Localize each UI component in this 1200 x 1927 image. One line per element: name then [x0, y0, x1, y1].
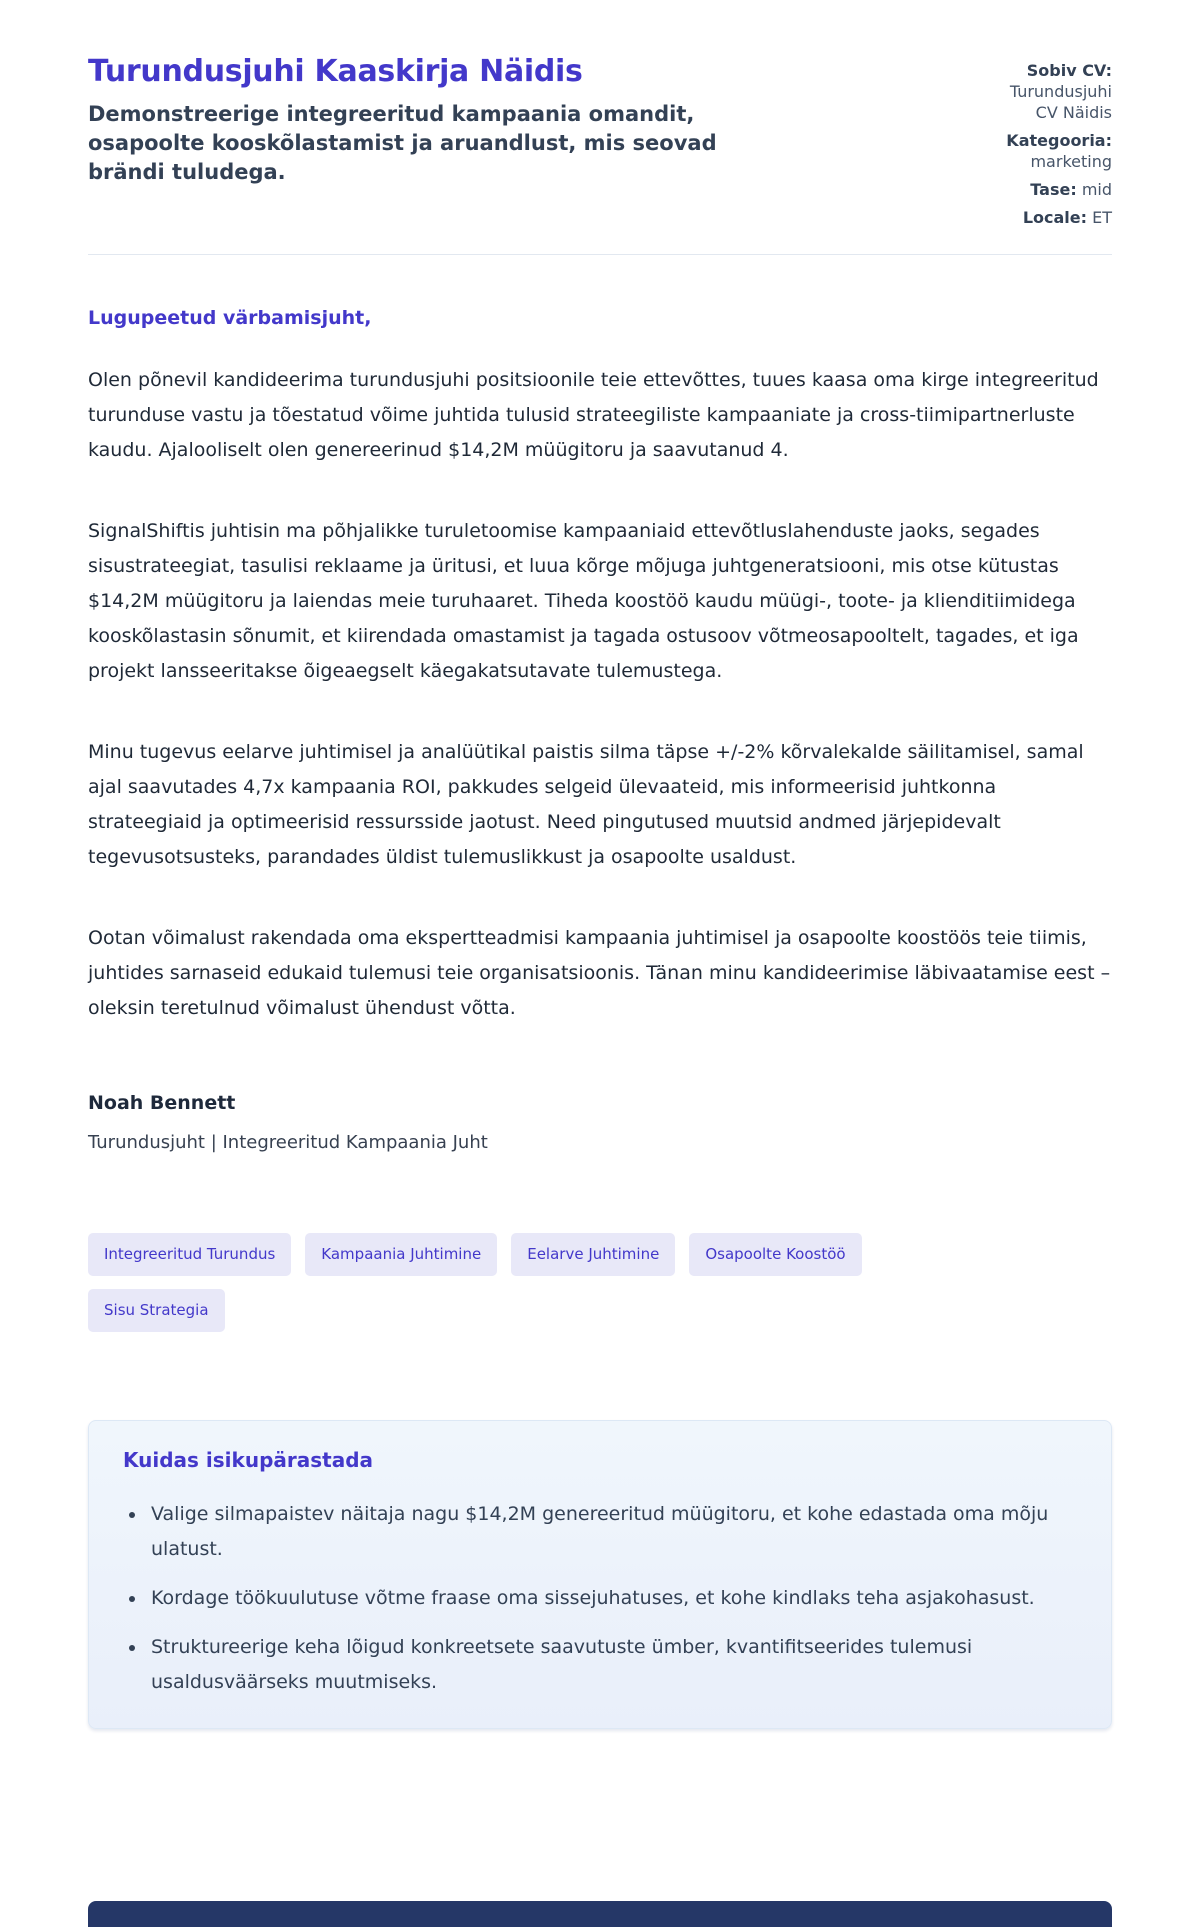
meta-locale-value: ET: [1092, 208, 1112, 227]
signature-role: Turundusjuht | Integreeritud Kampaania Juht: [88, 1132, 488, 1153]
tips-heading: Kuidas isikupärastada: [123, 1448, 374, 1472]
header-title-block: [88, 54, 758, 187]
footer-bar-cutoff: [88, 1901, 1112, 1927]
tip-item-3: • Struktureerige keha lõigud konkreetsete saavutuste ümber, kvantifitseerides tulemusi usaldusväärseks muutmiseks.: [147, 1630, 1077, 1700]
letter-paragraph-3: Minu tugevus eelarve juhtimisel ja analüütikal paistis silma täpse +/-2% kõrvalekalde säilitamisel, samal ajal saavutades 4,7x kampaania ROI, pakkudes selgeid ülevaateid, mis informeerisid juhtkonna strateegiaid ja optimeerisid ressursside jaotust. Need pingutused muutsid andmed järjepidevalt tegevusotsusteks, parandades üldist tulemuslikkust ja osapoolte usaldust.: [88, 741, 1084, 868]
tips-list: [123, 1497, 1077, 1700]
letter-greeting: Lugupeetud värbamisjuht,: [88, 307, 372, 329]
tag-kampaania-juhtimine[interactable]: Kampaania Juhtimine: [305, 1233, 497, 1276]
page-subtitle: Demonstreerige integreeritud kampaania omandit, osapoolte kooskõlastamist ja aruandlust, mis seovad brändi tuludega.: [88, 102, 717, 184]
meta-level: [992, 179, 1112, 200]
meta-locale-label: Locale:: [1022, 208, 1088, 227]
meta-level-label: Tase:: [1030, 180, 1077, 199]
meta-category-label: Kategooria:: [1006, 131, 1112, 150]
page-title: Turundusjuhi Kaaskirja Näidis: [88, 54, 583, 89]
header-divider: [88, 254, 1112, 255]
letter-paragraph-4: Ootan võimalust rakendada oma ekspertteadmisi kampaania juhtimisel ja osapoolte koostöös teie tiimis, juhtides sarnaseid edukaid tulemusi teie organisatsioonis. Tänan minu kandideerimise läbivaatamise eest – oleksin teretulnud võimalust ühendust võtta.: [88, 927, 1111, 1019]
tag-eelarve-juhtimine[interactable]: Eelarve Juhtimine: [511, 1233, 675, 1276]
meta-category-value: marketing: [1030, 152, 1112, 171]
cover-letter-body: [88, 305, 1112, 1155]
tag-sisu-strategia[interactable]: Sisu Strategia: [88, 1289, 225, 1332]
tip-item-1: • Valige silmapaistev näitaja nagu $14,2M genereeritud müügitoru, et kohe edastada oma mõju ulatust.: [147, 1497, 1077, 1567]
signature-name: Noah Bennett: [88, 1092, 236, 1114]
meta-category: [992, 130, 1112, 172]
tip-item-2: • Kordage töökuulutuse võtme fraase oma sissejuhatuses, et kohe kindlaks teha asjakohasust.: [147, 1581, 1077, 1616]
tag-osapoolte-koostoo[interactable]: Osapoolte Koostöö: [689, 1233, 861, 1276]
meta-locale: [992, 207, 1112, 228]
page-header: [88, 54, 1112, 228]
tag-integreeritud-turundus[interactable]: Integreeritud Turundus: [88, 1233, 291, 1276]
meta-matching-cv-label: Sobiv CV:: [1026, 61, 1112, 80]
personalization-tips-box: [88, 1420, 1112, 1729]
meta-level-value: mid: [1081, 180, 1112, 199]
letter-paragraph-1: Olen põnevil kandideerima turundusjuhi positsioonile teie ettevõttes, tuues kaasa oma kirge integreeritud turunduse vastu ja tõestatud võime juhtida tulusid strateegiliste kampaaniate ja cross-tiimipartnerluste kaudu. Ajalooliselt olen genereerinud $14,2M müügitoru ja saavutanud 4.: [88, 369, 1099, 461]
meta-matching-cv: [992, 60, 1112, 123]
signature-block: [88, 1090, 1112, 1155]
skill-tag-list: [88, 1233, 908, 1332]
letter-paragraph-2: SignalShiftis juhtisin ma põhjalikke turuletoomise kampaaniaid ettevõtluslahenduste jaoks, segades sisustrateegiat, tasulisi reklaame ja üritusi, et luua kõrge mõjuga juhtgeneratsiooni, mis otse kütustas $14,2M müügitoru ja laiendas meie turuhaaret. Tiheda koostöö kaudu müügi-, toote- ja klienditiimidega kooskõlastasin sõnumit, et kiirendada omastamist ja tagada ostusoov võtmeosapooltelt, tagades, et iga projekt lansseeritakse õigeaegselt käegakatsutavate tulemustega.: [88, 520, 1079, 682]
content-container: [88, 0, 1112, 1729]
meta-matching-cv-value: Turundusjuhi CV Näidis: [1009, 82, 1112, 122]
metadata-panel: [992, 54, 1112, 228]
